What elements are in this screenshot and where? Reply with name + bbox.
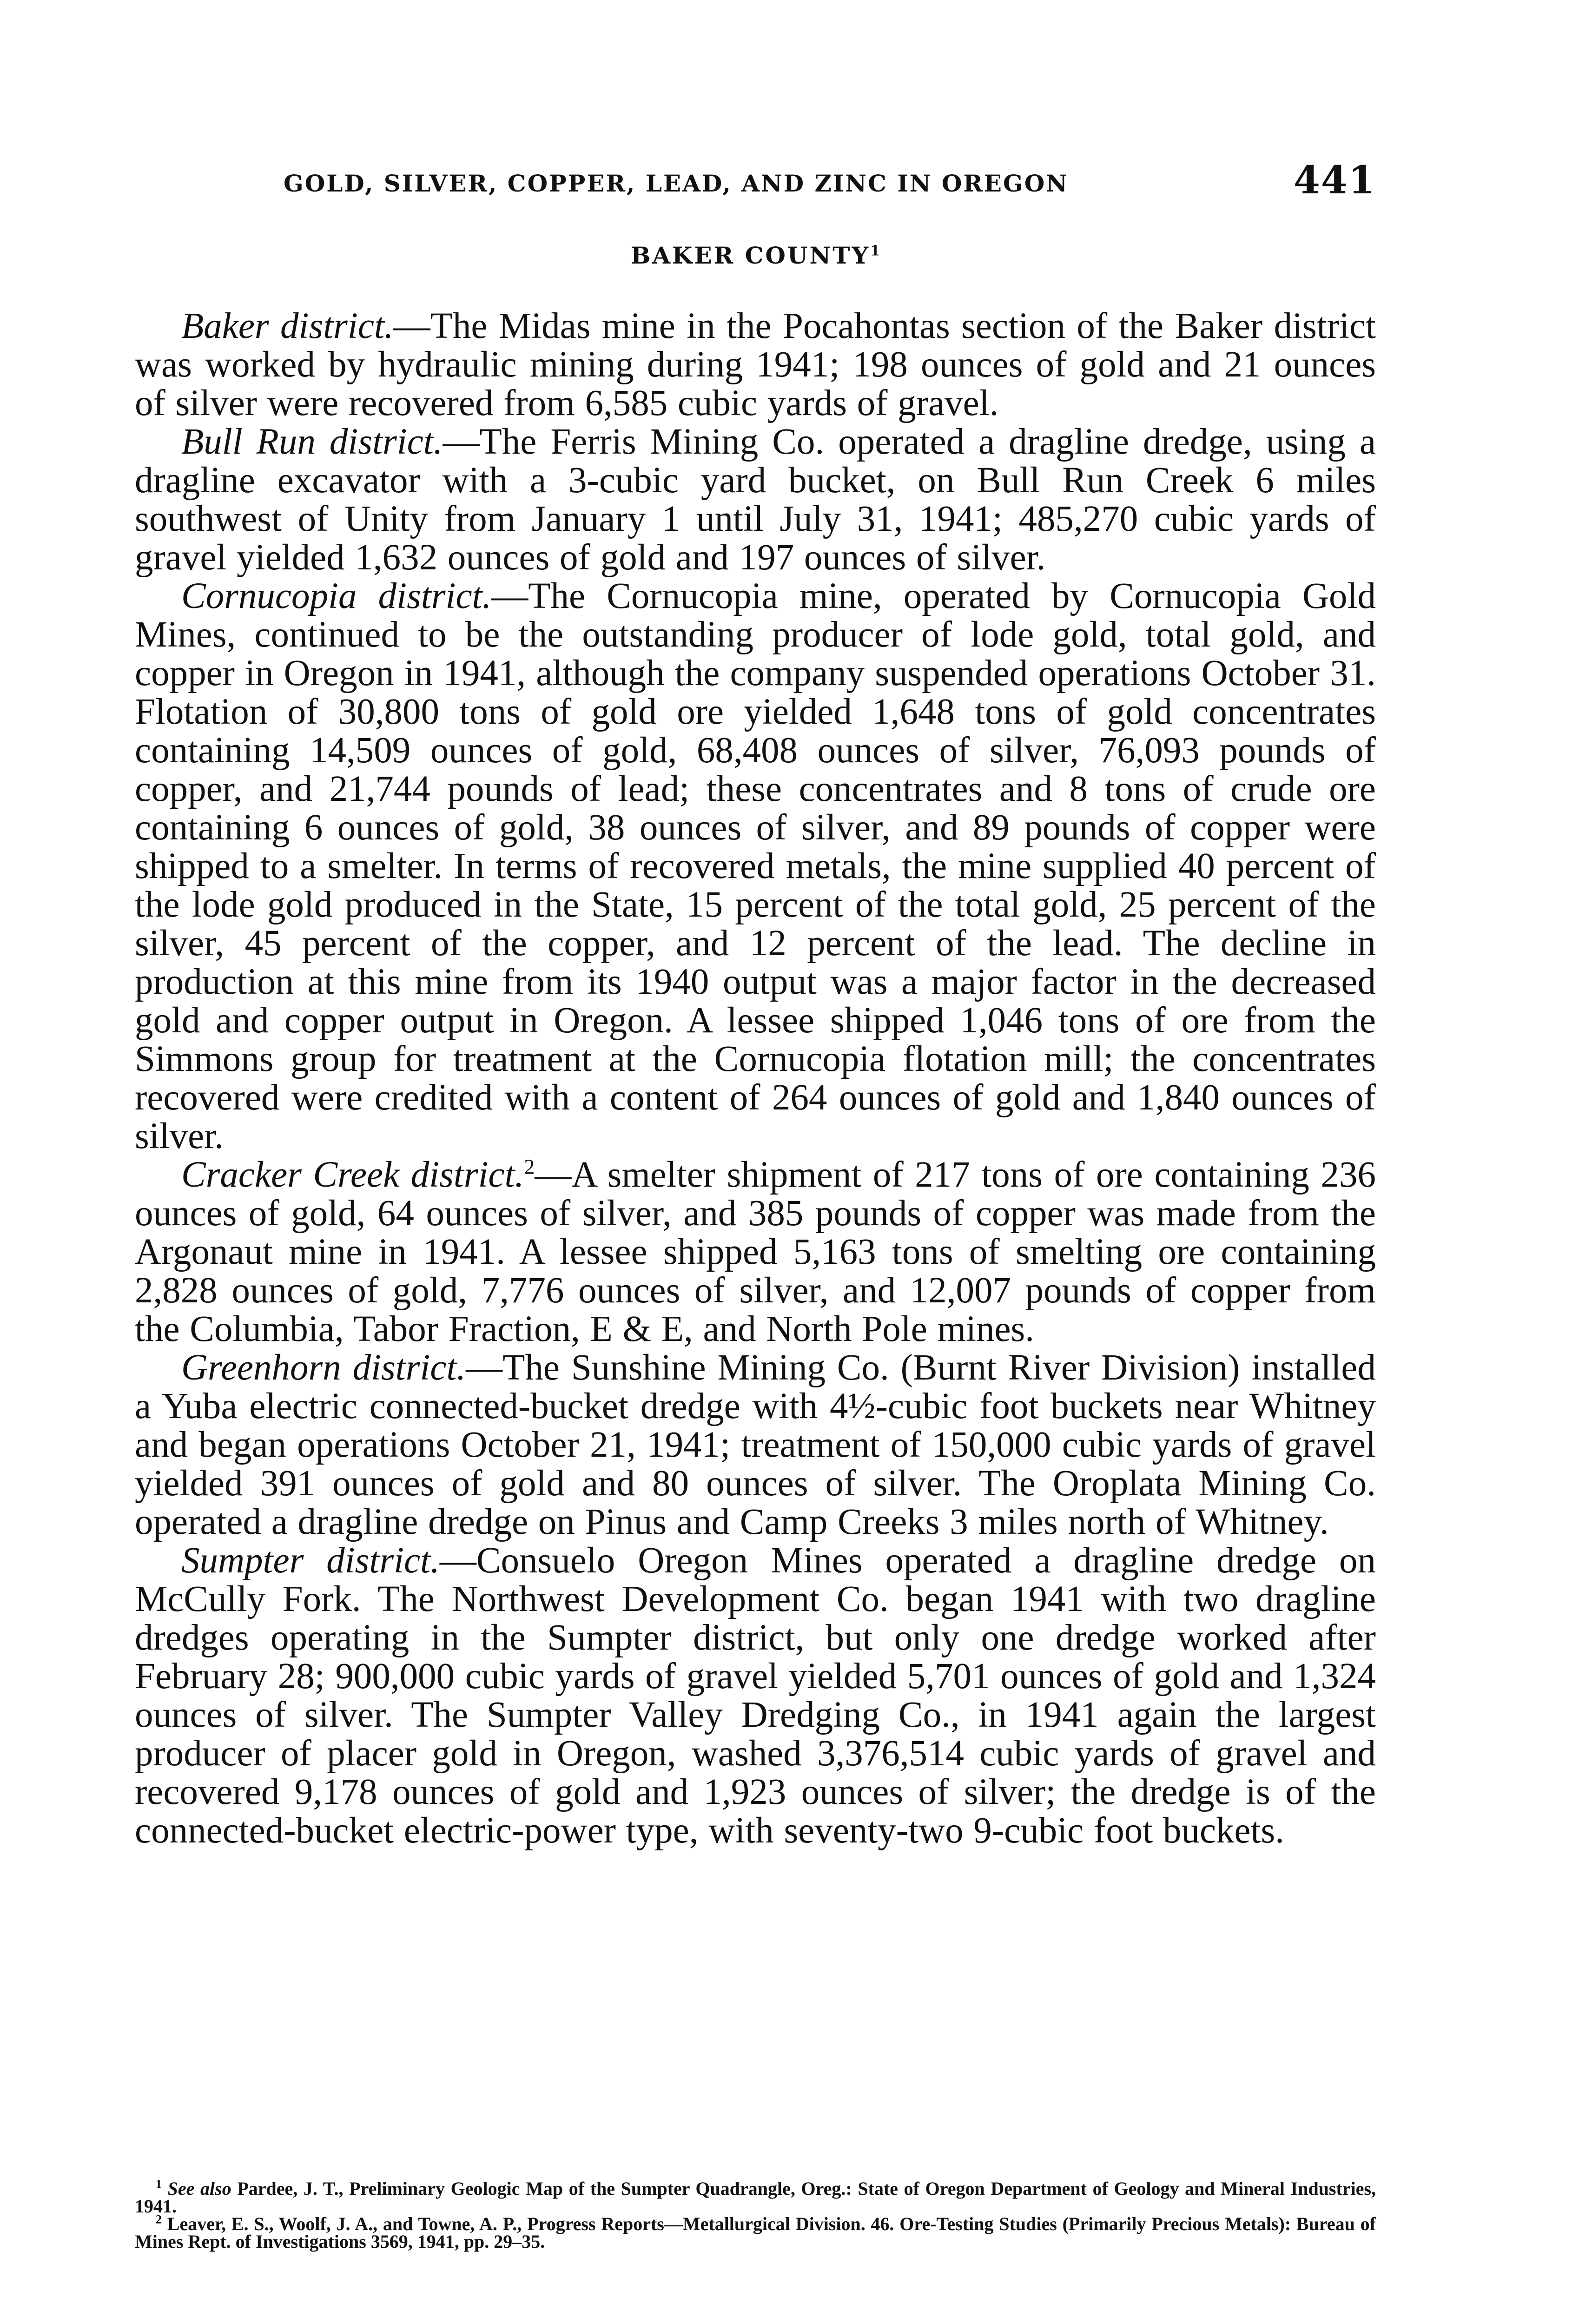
footnote-mark: 2: [156, 2212, 162, 2226]
body-text: [135, 307, 1376, 1850]
section-title: BAKER COUNTY: [630, 242, 871, 269]
paragraph-text: —The Midas mine in the Pocahontas section of the Baker district was worked by hydraulic mining during 1941; 198 ounces of gold and 21 ounces of silver were recovered from 6,585 cubic yards of gravel.: [135, 306, 1376, 423]
paragraph-text: —The Sunshine Mining Co. (Burnt River Division) installed a Yuba electric connected-bucket dredge with 4½-cubic foot buckets near Whitney and began operations October 21, 1941; treatment of 150,000 cubic yards of gravel yielded 391 ounces of gold and 80 ounces of silver. The Oroplata Mining Co. operated a dragline dredge on Pinus and Camp Creeks 3 miles north of Whitney.: [135, 1347, 1376, 1542]
footnote-2: [135, 2212, 1376, 2252]
paragraph-baker-district: [135, 307, 1376, 423]
footnote-mark: 1: [156, 2177, 162, 2191]
paragraph-lead: Baker district.: [181, 306, 394, 346]
paragraph-text: —The Ferris Mining Co. operated a dragline dredge, using a dragline excavator with a 3-cubic yard bucket, on Bull Run Creek 6 miles southwest of Unity from January 1 until July 31, 1941; 485,270 cubic yards of gravel yielded 1,632 ounces of gold and 197 ounces of silver.: [135, 422, 1376, 578]
paragraph-greenhorn-district: [135, 1348, 1376, 1541]
paragraph-cracker-creek-district: [135, 1155, 1376, 1348]
paragraph-lead: Cracker Creek district.: [181, 1155, 524, 1195]
paragraph-footnote-ref: 2: [524, 1155, 535, 1179]
paragraph-bull-run-district: [135, 423, 1376, 577]
footnote-lead: See also: [167, 2178, 231, 2199]
paragraph-text: —A smelter shipment of 217 tons of ore containing 236 ounces of gold, 64 ounces of silver, and 385 pounds of copper was made from the Argonaut mine in 1941. A lessee shipped 5,163 tons of smelting ore containing 2,828 ounces of gold, 7,776 ounces of silver, and 12,007 pounds of copper from the Columbia, Tabor Fraction, E & E, and North Pole mines.: [135, 1155, 1376, 1349]
footnote-1: [135, 2177, 1376, 2217]
paragraph-lead: Sumpter district.: [181, 1540, 440, 1581]
paragraph-lead: Greenhorn district.: [181, 1347, 466, 1388]
running-title: GOLD, SILVER, COPPER, LEAD, AND ZINC IN OREGON: [284, 170, 1069, 197]
footnotes: [135, 2177, 1376, 2252]
page-number: 441: [1293, 158, 1376, 203]
footnote-text: Leaver, E. S., Woolf, J. A., and Towne, A. P., Progress Reports—Metallurgical Division. 46. Ore-Testing Studies (Primarily Precious Metals): Bureau of Mines Rept. of Investigations 3569, 1941, pp. 29–35.: [135, 2213, 1376, 2252]
paragraph-cornucopia-district: [135, 577, 1376, 1155]
paragraph-text: —The Cornucopia mine, operated by Cornucopia Gold Mines, continued to be the outstanding producer of lode gold, total gold, and copper in Oregon in 1941, although the company suspended operations October 31. Flotation of 30,800 tons of gold ore yielded 1,648 tons of gold concentrates containing 14,509 ounces of gold, 68,408 ounces of silver, 76,093 pounds of copper, and 21,744 pounds of lead; these concentrates and 8 tons of crude ore containing 6 ounces of gold, 38 ounces of silver, and 89 pounds of copper were shipped to a smelter. In terms of recovered metals, the mine supplied 40 percent of the lode gold produced in the State, 15 percent of the total gold, 25 percent of the silver, 45 percent of the copper, and 12 percent of the lead. The decline in production at this mine from its 1940 output was a major factor in the decreased gold and copper output in Oregon. A lessee shipped 1,046 tons of ore from the Simmons group for treatment at the Cornucopia flotation mill; the concentrates recovered were credited with a content of 264 ounces of gold and 1,840 ounces of silver.: [135, 576, 1376, 1156]
running-head: [135, 158, 1376, 209]
paragraph-text: —Consuelo Oregon Mines operated a dragline dredge on McCully Fork. The Northwest Development Co. began 1941 with two dragline dredges operating in the Sumpter district, but only one dredge worked after February 28; 900,000 cubic yards of gravel yielded 5,701 ounces of gold and 1,324 ounces of silver. The Sumpter Valley Dredging Co., in 1941 again the largest producer of placer gold in Oregon, washed 3,376,514 cubic yards of gravel and recovered 9,178 ounces of gold and 1,923 ounces of silver; the dredge is of the connected-bucket electric-power type, with seventy-two 9-cubic foot buckets.: [135, 1540, 1376, 1851]
paragraph-sumpter-district: [135, 1541, 1376, 1850]
section-footnote-ref: 1: [870, 243, 880, 259]
footnote-text: Pardee, J. T., Preliminary Geologic Map of the Sumpter Quadrangle, Oreg.: State of Oregon Department of Geology and Mineral Industries, 1941.: [135, 2178, 1376, 2217]
section-heading: [135, 242, 1376, 269]
paragraph-lead: Bull Run district.: [181, 422, 443, 462]
paragraph-lead: Cornucopia district.: [181, 576, 492, 616]
